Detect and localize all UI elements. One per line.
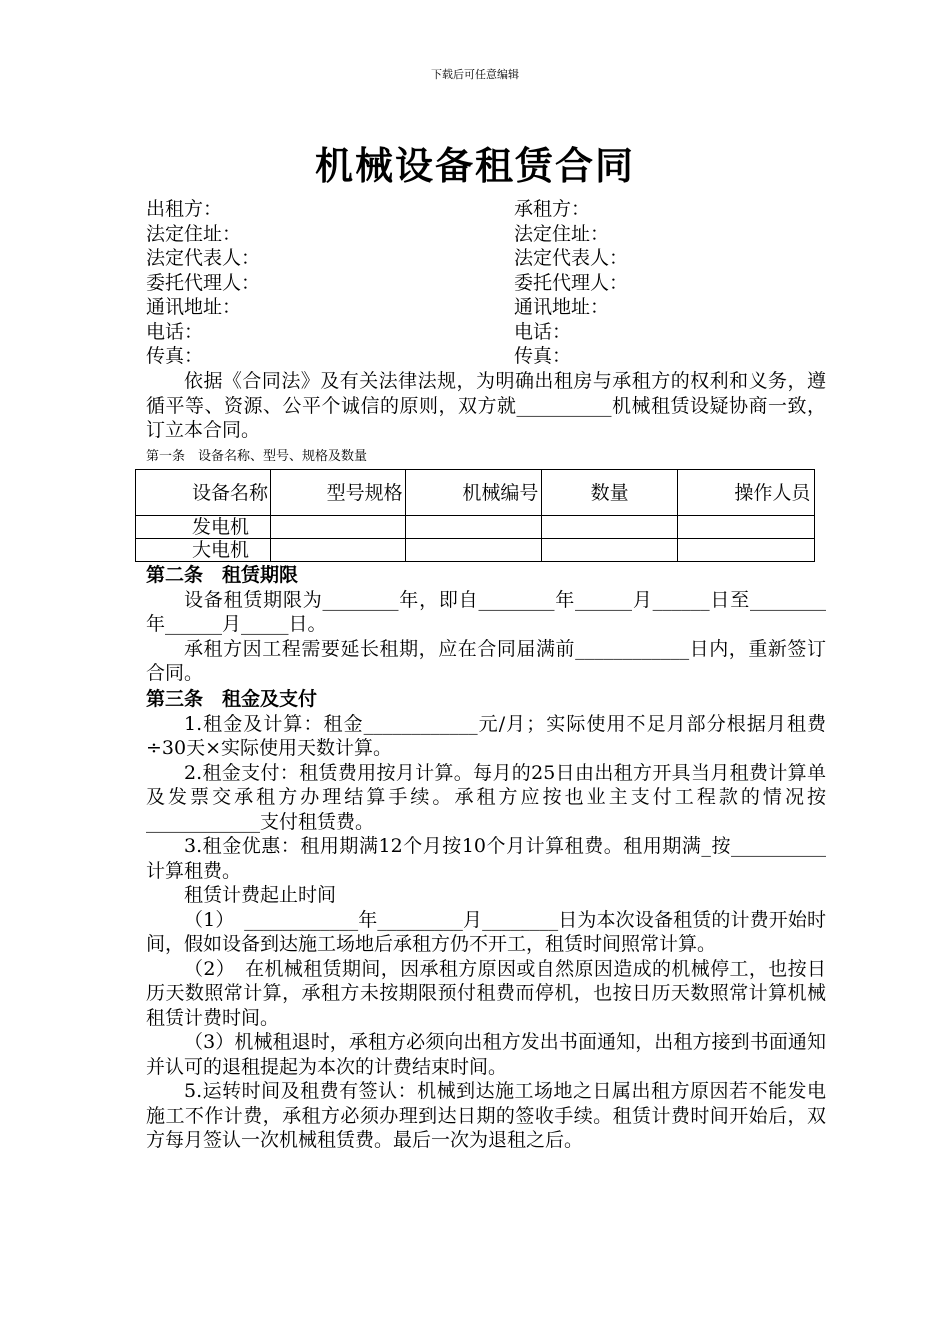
table-header-cell bbox=[406, 470, 542, 516]
article2-paragraph-2: 承租方因工程需要延长租期，应在合同届满前____________日内，重新签订合同。 bbox=[146, 637, 826, 684]
table-cell: 发电机 bbox=[136, 516, 271, 539]
article3-paragraph-2: 2.租金支付：租赁费用按月计算。每月的25日由出租方开具当月租费计算单及发票交承租方办理结算手续。承租方应按也业主支付工程款的情况按____________支付租赁费。 bbox=[146, 761, 826, 833]
table-cell: 大电机 bbox=[136, 539, 271, 562]
lessee-address-label: 法定住址： bbox=[514, 222, 610, 245]
lessee-mail-label: 通讯地址： bbox=[514, 296, 610, 318]
table-cell bbox=[678, 539, 815, 562]
header-note: 下载后可任意编辑 bbox=[431, 68, 519, 81]
document-title: 机械设备租赁合同 bbox=[314, 143, 635, 188]
party-row bbox=[146, 320, 826, 345]
table-cell bbox=[678, 516, 815, 539]
table-cell bbox=[541, 516, 677, 539]
lessor-rep-label: 法定代表人： bbox=[146, 247, 261, 269]
party-row bbox=[146, 197, 826, 222]
table-header-row bbox=[136, 470, 815, 516]
table-header-cell bbox=[136, 470, 271, 516]
lessor-address-label: 法定住址： bbox=[146, 222, 242, 245]
party-row bbox=[146, 295, 826, 320]
article3-heading: 第三条 租金及支付 bbox=[146, 688, 318, 710]
article2-heading: 第二条 租赁期限 bbox=[146, 564, 299, 586]
party-row bbox=[146, 271, 826, 296]
lessee-lessee-label: 承租方： bbox=[514, 198, 591, 220]
header-operators: 操作人员 bbox=[734, 481, 811, 504]
article3-paragraph-7: （3）机械租退时，承租方必须向出租方发出书面通知，出租方接到书面通知并认可的退租提起为本次的计费结束时间。 bbox=[146, 1031, 826, 1078]
party-row bbox=[146, 344, 826, 369]
article3-paragraph-1: 1.租金及计算：租金____________元/月；实际使用不足月部分根据月租费÷30天×实际使用天数计算。 bbox=[146, 712, 826, 759]
equipment-table bbox=[135, 469, 815, 562]
table-header-cell bbox=[678, 470, 815, 516]
article2-block bbox=[146, 563, 826, 686]
article3-paragraph-4: 租赁计费起止时间 bbox=[184, 884, 337, 906]
table-header-cell bbox=[541, 470, 677, 516]
header-equipment-name: 设备名称 bbox=[192, 481, 269, 504]
table-cell bbox=[270, 539, 406, 562]
header-quantity: 数量 bbox=[590, 481, 629, 504]
lessee-rep-label: 法定代表人： bbox=[514, 247, 629, 269]
lessor-lessor-label: 出租方： bbox=[146, 198, 223, 220]
article3-paragraph-6: （2） 在机械租赁期间，因承租方原因或自然原因造成的机械停工，也按日历天数照常计算，承租方未按期限预付租费而停机，也按日历天数照常计算机械租赁计费时间。 bbox=[146, 957, 826, 1029]
lessee-agent-label: 委托代理人： bbox=[514, 271, 629, 294]
article3-paragraph-8: 5.运转时间及租费有签认：机械到达施工场地之日属出租方原因若不能发电施工不作计费，承租方必须办理到达日期的签收手续。租赁计费时间开始后，双方每月签认一次机械租赁费。最后一次为退租之后。 bbox=[146, 1080, 826, 1151]
lessee-fax-label: 传真： bbox=[514, 345, 572, 367]
lessor-agent-label: 委托代理人： bbox=[146, 271, 261, 294]
table-row bbox=[136, 516, 815, 539]
article3-paragraph-3: 3.租金优惠：租用期满12个月按10个月计算租费。租用期满_按__________计算租费。 bbox=[146, 835, 826, 882]
article1-heading: 第一条 设备名称、型号、规格及数量 bbox=[146, 449, 368, 464]
lessor-phone-label: 电话： bbox=[146, 320, 204, 343]
lessor-fax-label: 传真： bbox=[146, 345, 204, 367]
party-row bbox=[146, 246, 826, 271]
table-cell bbox=[541, 539, 677, 562]
party-row bbox=[146, 222, 826, 247]
article3-block bbox=[146, 687, 826, 1153]
intro-block bbox=[146, 369, 826, 443]
article3-paragraph-5: （1） ____________年_________月________日为本次设备租赁的计费开始时间，假如设备到达施工场地后承租方仍不开工，租赁时间照常计算。 bbox=[146, 908, 826, 955]
table-cell bbox=[270, 516, 406, 539]
intro-paragraph: 依据《合同法》及有关法律法规，为明确出租房与承租方的权利和义务，遵循平等、资源、公平个诚信的原则，双方就__________机械租赁设疑协商一致，订立本合同。 bbox=[146, 370, 826, 441]
table-cell bbox=[406, 539, 542, 562]
table-cell bbox=[406, 516, 542, 539]
table-row bbox=[136, 539, 815, 562]
parties-block bbox=[146, 197, 826, 369]
article2-paragraph-1: 设备租赁期限为________年，即自________年______月______日至________年______月_____日。 bbox=[146, 588, 826, 635]
header-model-spec: 型号规格 bbox=[326, 481, 403, 504]
lessee-phone-label: 电话： bbox=[514, 320, 572, 343]
table-header-cell bbox=[270, 470, 406, 516]
header-machine-number: 机械编号 bbox=[462, 481, 539, 504]
lessor-mail-label: 通讯地址： bbox=[146, 296, 242, 318]
